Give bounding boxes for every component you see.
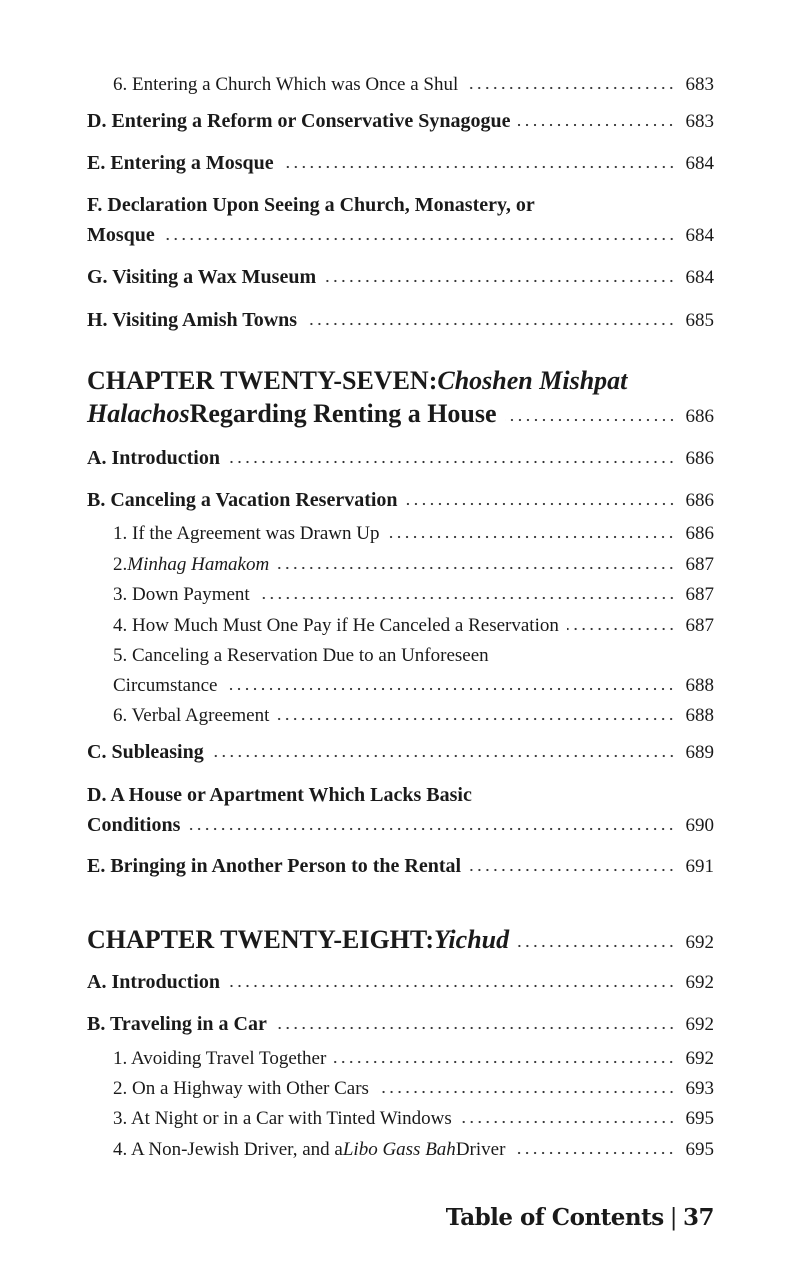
dot-leader [163,237,676,241]
running-header-title: Table of Contents [445,1204,664,1231]
entry-line [113,641,714,671]
dot-leader [228,984,676,988]
toc-subsection-entry[interactable] [113,701,714,731]
dot-leader [513,1151,675,1155]
dot-leader [277,717,675,721]
entry-title-text: CHAPTER TWENTY-SEVEN: [87,366,438,395]
toc-subsection-entry[interactable] [113,70,714,100]
entry-page-number: 692 [685,932,714,953]
dot-leader [460,1120,676,1124]
entry-line [87,220,714,250]
entry-line [113,70,714,100]
entry-page-number: 687 [685,615,714,636]
entry-title-text: A. Introduction [87,971,220,993]
entry-page-number: 686 [685,490,714,511]
toc-subsection-entry[interactable] [113,550,714,580]
toc-section-entry[interactable] [87,106,714,136]
entry-page-number: 689 [685,742,714,763]
entry-page-number: 692 [685,1014,714,1035]
toc-section-entry[interactable] [87,737,714,767]
dot-leader [517,944,675,948]
entry-page-number: 685 [685,310,714,331]
dot-leader [466,86,675,90]
toc-section-entry[interactable] [87,262,714,292]
footer-separator: | [669,1205,677,1231]
entry-title-text: Choshen Mishpat [437,366,628,395]
entry-title-text: 2. On a Highway with Other Cars [113,1078,369,1099]
entry-title-text: Driver [455,1139,506,1160]
entry-title-text: Halachos [87,399,190,428]
entry-title-text: CHAPTER TWENTY-EIGHT: [87,925,434,954]
entry-line [113,1135,714,1165]
entry-title-text: E. Bringing in Another Person to the Rental [87,855,462,877]
dot-leader [188,827,675,831]
dot-leader [275,1026,676,1030]
entry-page-number: 692 [685,1048,714,1069]
entry-line [87,364,714,397]
entry-line [87,190,714,220]
toc-section-entry[interactable] [87,780,714,840]
dot-leader [377,1090,676,1094]
entry-title-text: H. Visiting Amish Towns [87,309,298,331]
toc-subsection-entry[interactable] [113,1074,714,1104]
toc-section-entry[interactable] [87,967,714,997]
entry-title-text: Regarding Renting a House [189,399,497,428]
entry-title-text: 4. How Much Must One Pay if He Canceled a Reservation [113,615,559,636]
entry-title-text: 3. Down Payment [113,584,250,605]
entry-title-text: Minhag Hamakom [127,554,270,575]
entry-line [87,305,714,335]
entry-title-text: 4. A Non-Jewish Driver, and a [113,1139,343,1160]
entry-line [87,737,714,767]
entry-page-number: 684 [685,267,714,288]
entry-page-number: 686 [685,523,714,544]
entry-page-number: 695 [685,1108,714,1129]
entry-page-number: 684 [685,153,714,174]
entry-title-text: Libo Gass Bah [342,1139,456,1160]
entry-title-text: 3. At Night or in a Car with Tinted Windows [113,1108,452,1129]
toc-section-entry[interactable] [87,305,714,335]
toc-subsection-entry[interactable] [113,1044,714,1074]
dot-leader [518,123,675,127]
entry-title-text: 5. Canceling a Reservation Due to an Unforeseen [113,645,489,666]
dot-leader [277,566,675,570]
entry-page-number: 688 [685,675,714,696]
entry-line [87,967,714,997]
entry-title-text: Conditions [87,814,181,836]
dot-leader [567,627,676,631]
entry-title-text: E. Entering a Mosque [87,152,274,174]
entry-line [87,148,714,178]
page-number: 37 [682,1204,714,1231]
entry-title-text: A. Introduction [87,447,220,469]
toc-section-entry[interactable] [87,190,714,250]
entry-title-text: 2. [113,554,128,575]
toc-chapter-entry[interactable] [87,364,714,430]
toc-subsection-entry[interactable] [113,580,714,610]
toc-section-entry[interactable] [87,1009,714,1039]
entry-page-number: 695 [685,1139,714,1160]
dot-leader [505,418,676,422]
entry-title-text: Mosque [87,224,155,246]
toc-subsection-entry[interactable] [113,611,714,641]
dot-leader [334,1060,675,1064]
entry-line [87,106,714,136]
entry-line [113,580,714,610]
entry-title-text: Circumstance [113,675,218,696]
dot-leader [225,687,675,691]
entry-line [87,923,714,956]
entry-title-text: 6. Entering a Church Which was Once a Shul [113,74,459,95]
toc-subsection-entry[interactable] [113,519,714,549]
entry-title-text: G. Visiting a Wax Museum [87,266,317,288]
entry-title-text: B. Traveling in a Car [87,1013,267,1035]
toc-section-entry[interactable] [87,148,714,178]
entry-line [87,443,714,473]
entry-line [113,1044,714,1074]
toc-chapter-entry[interactable] [87,923,714,956]
entry-line [113,550,714,580]
toc-subsection-entry[interactable] [113,1135,714,1165]
dot-leader [324,279,675,283]
entry-page-number: 687 [685,584,714,605]
entry-page-number: 683 [685,111,714,132]
entry-line [113,611,714,641]
toc-subsection-entry[interactable] [113,1104,714,1134]
entry-page-number: 692 [685,972,714,993]
dot-leader [406,502,676,506]
entry-line [87,1009,714,1039]
toc-section-entry[interactable] [87,443,714,473]
entry-title-text: 6. Verbal Agreement [113,705,270,726]
page-footer [446,1204,714,1231]
entry-page-number: 683 [685,74,714,95]
toc-section-entry[interactable] [87,485,714,515]
dot-leader [282,165,676,169]
toc-section-entry[interactable] [87,851,714,881]
dot-leader [212,754,676,758]
entry-line [113,701,714,731]
toc-subsection-entry[interactable] [113,641,714,701]
dot-leader [258,596,676,600]
dot-leader [387,535,675,539]
entry-title-text: F. Declaration Upon Seeing a Church, Monastery, or [87,194,535,216]
dot-leader [228,460,676,464]
entry-line [87,397,714,430]
entry-page-number: 684 [685,225,714,246]
entry-line [113,519,714,549]
entry-page-number: 686 [685,406,714,427]
entry-page-number: 693 [685,1078,714,1099]
entry-line [87,851,714,881]
entry-line [113,1104,714,1134]
entry-page-number: 691 [685,856,714,877]
entry-page-number: 688 [685,705,714,726]
entry-line [113,1074,714,1104]
dot-leader [305,322,675,326]
entry-title-text: B. Canceling a Vacation Reservation [87,489,398,511]
entry-line [87,810,714,840]
entry-line [113,671,714,701]
dot-leader [469,868,675,872]
entry-title-text: 1. If the Agreement was Drawn Up [113,523,380,544]
entry-title-text: D. Entering a Reform or Conservative Synagogue [87,110,511,132]
entry-line [87,485,714,515]
entry-line [87,780,714,810]
entry-page-number: 690 [685,815,714,836]
entry-title-text: D. A House or Apartment Which Lacks Basic [87,784,472,806]
entry-line [87,262,714,292]
entry-title-text: C. Subleasing [87,741,204,763]
entry-page-number: 686 [685,448,714,469]
entry-title-text: Yichud [433,925,510,954]
entry-page-number: 687 [685,554,714,575]
entry-title-text: 1. Avoiding Travel Together [113,1048,327,1069]
